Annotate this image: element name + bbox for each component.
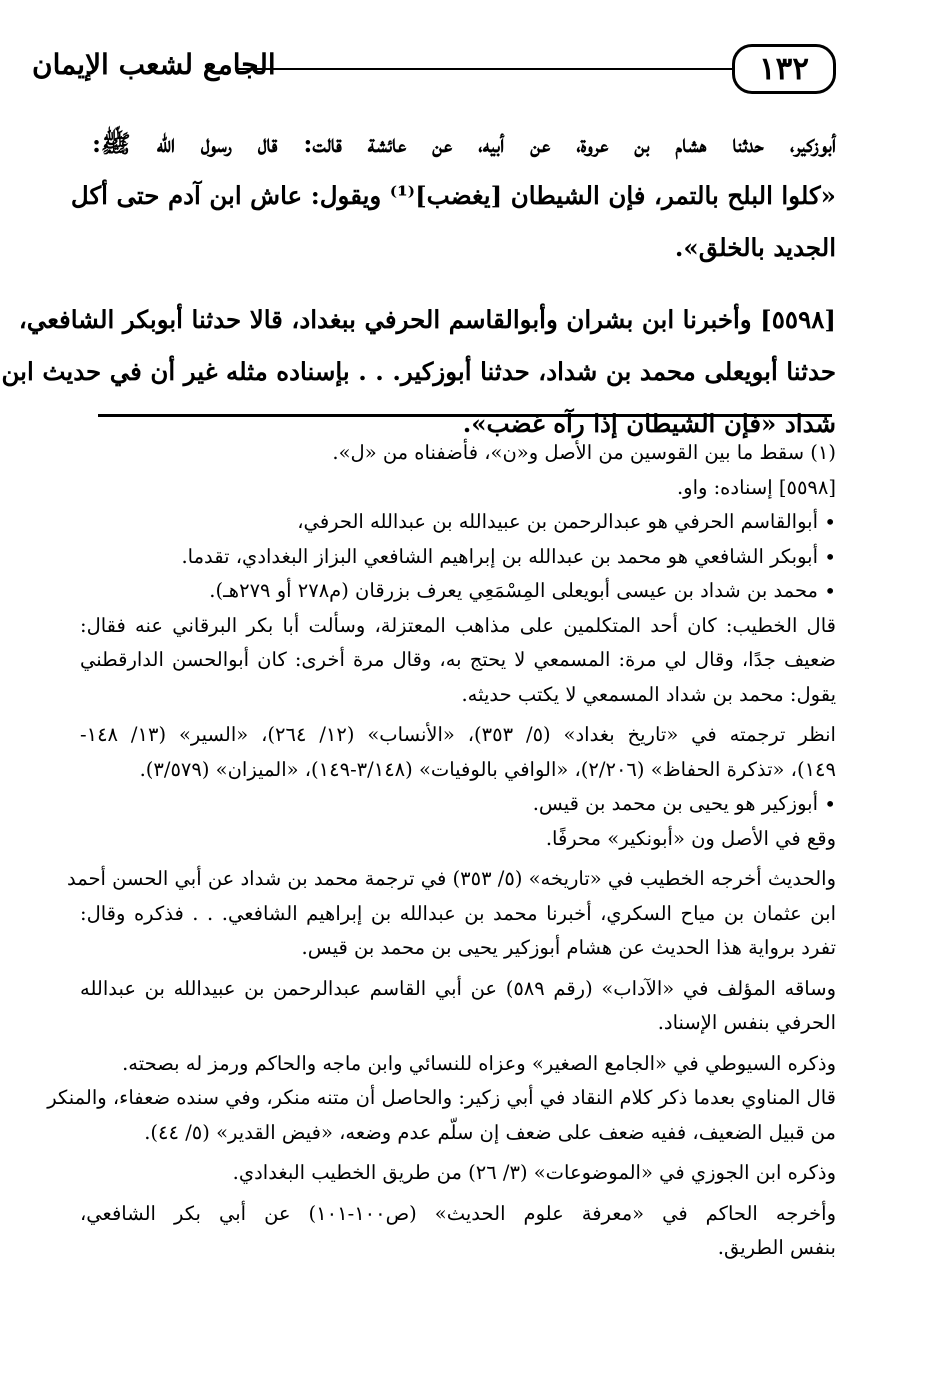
footnote-line: [٥٥٩٨] إسناده: واو. (676, 475, 836, 499)
footnote-bullet-line: • أبوبكر الشافعي هو محمد بن عبدالله بن إبراهيم الشافعي البزاز البغدادي، تقدما. (80, 540, 836, 575)
footnote-line: قال المناوي بعدما ذكر كلام النقاد في أبي زكير: والحاصل أن متنه منكر، وفي سنده ضعفاء، والمنكر (47, 1086, 836, 1109)
footnote-bullet-line: • أبوزكير هو يحيى بن محمد بن قيس. (80, 787, 836, 822)
main-line: أبوزكير، حدثنا هشام بن عروة، عن أبيه، عن عائشة قالت: قال رسول الله ﷺ: (92, 129, 836, 158)
main-line: «كلوا البلح بالتمر، فإن الشيطان [يغضب]⁽¹⁾ ويقول: عاش ابن آدم حتى أكل (70, 181, 836, 210)
footnote-line: وقع في الأصل ون «أبونكير» محرفًا. (545, 826, 836, 850)
footnote-line: وذكره السيوطي في «الجامع الصغير» وعزاه للنسائي وابن ماجه والحاكم ورمز له بصحته. (122, 1051, 836, 1075)
footnote-line: بنفس الطريق. (717, 1236, 836, 1259)
footnote-line: ابن عثمان بن مياح السكري، أخبرنا محمد بن عبدالله بن إبراهيم الشافعي. . . فذكره وقال: (80, 901, 836, 925)
main-line: حدثنا أبويعلى محمد بن شداد، حدثنا أبوزكير. . . بإسناده مثله غير أن في حديث ابن (1, 357, 836, 386)
footnote-bullet-line: • محمد بن شداد بن عيسى أبويعلى المِسْمَعِي يعرف بزرقان (م٢٧٨ أو ٢٧٩هـ). (80, 574, 836, 609)
footnote-line: وذكره ابن الجوزي في «الموضوعات» (٣/ ٢٦) من طريق الخطيب البغدادي. (232, 1161, 836, 1184)
footnote-line: وساقه المؤلف في «الآداب» (رقم ٥٨٩) عن أبي القاسم عبدالرحمن بن عبيدالله بن عبدالله (80, 976, 836, 1000)
footnote-line: قال الخطيب: كان أحد المتكلمين على مذاهب المعتزلة، وسألت أبا بكر البرقاني عنه فقال: (80, 613, 836, 637)
page-header (28, 42, 836, 102)
page-number: ١٣٢ (732, 44, 836, 94)
footnote-line: والحديث أخرجه الخطيب في «تاريخه» (٥/ ٣٥٣) في ترجمة محمد بن شداد عن أبي الحسن أحمد (66, 867, 836, 890)
footnote-line: وأخرجه الحاكم في «معرفة علوم الحديث» (ص١٠٠-١٠١) عن أبي بكر الشافعي، (80, 1201, 837, 1225)
book-title: الجامع لشعب الإيمان (32, 48, 276, 81)
footnote-line: الحرفي بنفس الإسناد. (657, 1011, 836, 1034)
footnote-line: ١٤٩)، «تذكرة الحفاظ» (٢/٢٠٦)، «الوافي بالوفيات» (٣/١٤٨-١٤٩)، «الميزان» (٣/٥٧٩). (139, 757, 836, 781)
footnote-line: (١) سقط ما بين القوسين من الأصل و«ن»، فأضفناه من «ل». (332, 441, 836, 464)
header-rule (238, 68, 732, 70)
main-line: [٥٥٩٨] وأخبرنا ابن بشران وأبوالقاسم الحرفي ببغداد، قالا حدثنا أبوبكر الشافعي، (18, 305, 836, 334)
footnote-line: تفرد برواية هذا الحديث عن هشام أبوزكير يحيى بن محمد بن قيس. (301, 936, 836, 959)
main-line: الجديد بالخلق». (674, 233, 836, 262)
footnote-line: انظر ترجمته في «تاريخ بغداد» (٥/ ٣٥٣)، «الأنساب» (١٢/ ٢٦٤)، «السير» (١٣/ ١٤٨- (80, 723, 836, 746)
footnotes (47, 436, 837, 1266)
main-text (1, 118, 836, 450)
main-line: شداد «فإن الشيطان إذا رآه غضب». (462, 409, 836, 438)
footnote-line: من قبيل الضعيف، ففيه ضعف على ضعف إن سلّم عدم وضعه، «فيض القدير» (٥/ ٤٤). (144, 1120, 836, 1144)
footnote-line: ضعيف جدًا، وقال لي مرة: المسمعي لا يحتج به، وقال مرة أخرى: كان أبوالحسن الدارقطني (80, 648, 836, 671)
footnote-separator (98, 414, 832, 417)
footnote-bullet-line: • أبوالقاسم الحرفي هو عبدالرحمن بن عبيدالله بن عبدالله الحرفي، (80, 505, 836, 540)
footnote-line: يقول: محمد بن شداد المسمعي لا يكتب حديثه. (461, 682, 836, 706)
